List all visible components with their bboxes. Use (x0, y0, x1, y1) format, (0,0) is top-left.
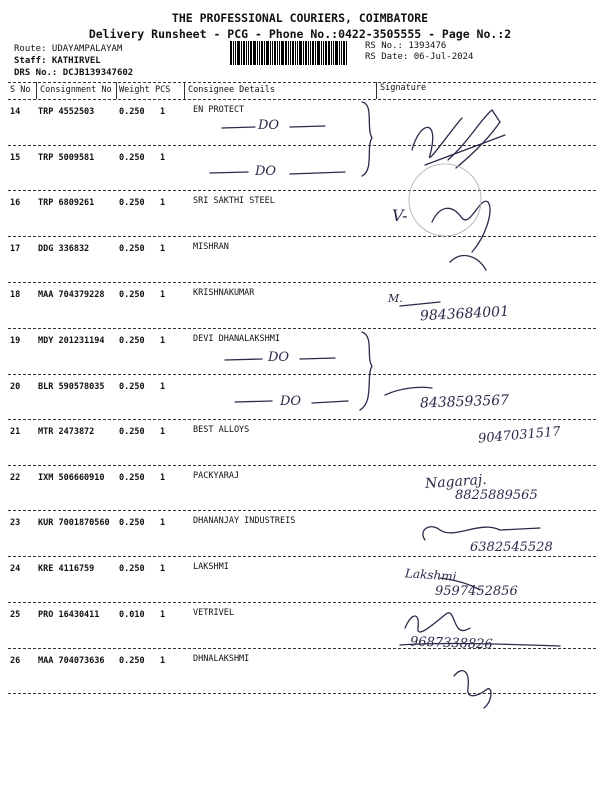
row-weight: 0.250 (119, 198, 145, 208)
row-pcs: 1 (160, 564, 166, 574)
row-consignment: PRO 16430411 (38, 610, 100, 620)
row-sno: 25 (10, 610, 21, 620)
row-weight: 0.250 (119, 107, 145, 117)
company-title: THE PROFESSIONAL COURIERS, COIMBATORE (171, 11, 429, 25)
row-consignment: MAA 704073636 (38, 656, 105, 666)
row-pcs: 1 (160, 244, 166, 254)
signature-row-22-phone: 8825889565 (455, 488, 538, 503)
row-consignee: SRI SAKTHI STEEL (193, 196, 275, 206)
col-pcs: PCS (155, 85, 171, 95)
signature-row-16: V- (392, 206, 408, 225)
row-sno: 23 (10, 518, 21, 528)
row-consignment: BLR 590578035 (38, 382, 105, 392)
row-consignee: PACKYARAJ (193, 471, 240, 481)
signature-row-24-phone: 9597452856 (435, 584, 518, 599)
row-sno: 24 (10, 564, 21, 574)
row-weight: 0.250 (119, 427, 145, 437)
row-weight: 0.250 (119, 336, 145, 346)
row-consignment: MDY 201231194 (38, 336, 105, 346)
ditto-mark: DO (268, 350, 290, 365)
row-consignment: MAA 704379228 (38, 290, 105, 300)
row-consignment: DDG 336832 (38, 244, 90, 254)
row-consignment: TRP 5009581 (38, 153, 95, 163)
ditto-mark: DO (258, 118, 280, 133)
row-weight: 0.250 (119, 564, 145, 574)
col-signature: Signature (380, 83, 427, 93)
row-weight: 0.250 (119, 473, 145, 483)
row-consignee: VETRIVEL (193, 608, 234, 618)
rs-date: RS Date: 06-Jul-2024 (365, 52, 474, 62)
row-weight: 0.010 (119, 610, 145, 620)
rs-number: RS No.: 1393476 (365, 41, 447, 51)
row-pcs: 1 (160, 473, 166, 483)
ditto-mark: DO (255, 164, 277, 179)
row-pcs: 1 (160, 610, 166, 620)
row-consignee: KRISHNAKUMAR (193, 288, 255, 298)
row-pcs: 1 (160, 382, 166, 392)
row-consignee: EN PROTECT (193, 105, 245, 115)
signature-row-24-name: Lakshmi (404, 566, 457, 584)
runsheet-title: Delivery Runsheet - PCG - Phone No.:0422-3505555 - Page No.:2 (88, 27, 512, 41)
staff-label: Staff: KATHIRVEL (14, 56, 101, 66)
row-sno: 19 (10, 336, 21, 346)
row-sno: 20 (10, 382, 21, 392)
row-weight: 0.250 (119, 382, 145, 392)
row-consignment: MTR 2473872 (38, 427, 95, 437)
row-pcs: 1 (160, 518, 166, 528)
row-sno: 21 (10, 427, 21, 437)
signature-row-18-name: M. (388, 292, 403, 305)
signature-row-22-name: Nagaraj. (424, 471, 488, 493)
row-weight: 0.250 (119, 518, 145, 528)
row-pcs: 1 (160, 290, 166, 300)
row-sno: 26 (10, 656, 21, 666)
col-consignee: Consignee Details (188, 85, 275, 95)
row-pcs: 1 (160, 198, 166, 208)
row-consignee: MISHRAN (193, 242, 229, 252)
row-pcs: 1 (160, 656, 166, 666)
row-consignee: BEST ALLOYS (193, 425, 250, 435)
row-consignment: KUR 7001870560 (38, 518, 110, 528)
row-pcs: 1 (160, 153, 166, 163)
row-consignment: TRP 6809261 (38, 198, 95, 208)
row-weight: 0.250 (119, 290, 145, 300)
row-sno: 22 (10, 473, 21, 483)
row-sno: 15 (10, 153, 21, 163)
row-consignee: DHNALAKSHMI (193, 654, 250, 664)
row-pcs: 1 (160, 427, 166, 437)
signature-row-23-phone: 6382545528 (470, 540, 553, 555)
ditto-mark: DO (280, 394, 302, 409)
row-consignment: IXM 506660910 (38, 473, 105, 483)
row-pcs: 1 (160, 336, 166, 346)
row-consignee: LAKSHMI (193, 562, 229, 572)
col-weight: Weight (119, 85, 150, 95)
row-sno: 17 (10, 244, 21, 254)
col-sno: S No (10, 85, 31, 95)
col-consignment: Consignment No (40, 85, 112, 95)
row-sno: 18 (10, 290, 21, 300)
row-weight: 0.250 (119, 244, 145, 254)
row-consignee: DEVI DHANALAKSHMI (193, 334, 280, 344)
row-weight: 0.250 (119, 656, 145, 666)
row-weight: 0.250 (119, 153, 145, 163)
row-pcs: 1 (160, 107, 166, 117)
row-sno: 16 (10, 198, 21, 208)
drs-label: DRS No.: DCJB139347602 (14, 68, 134, 78)
signature-row-21-phone: 9047031517 (477, 424, 562, 447)
signature-row-25-phone: 9687338826 (409, 634, 493, 653)
row-sno: 14 (10, 107, 21, 117)
signature-row-20-phone: 8438593567 (419, 392, 510, 412)
route-label: Route: UDAYAMPALAYAM (14, 44, 123, 54)
row-consignee: DHANANJAY INDUSTREIS (193, 516, 296, 526)
signature-row-18-phone: 9843684001 (419, 303, 510, 325)
row-consignment: TRP 4552503 (38, 107, 95, 117)
row-consignment: KRE 4116759 (38, 564, 95, 574)
